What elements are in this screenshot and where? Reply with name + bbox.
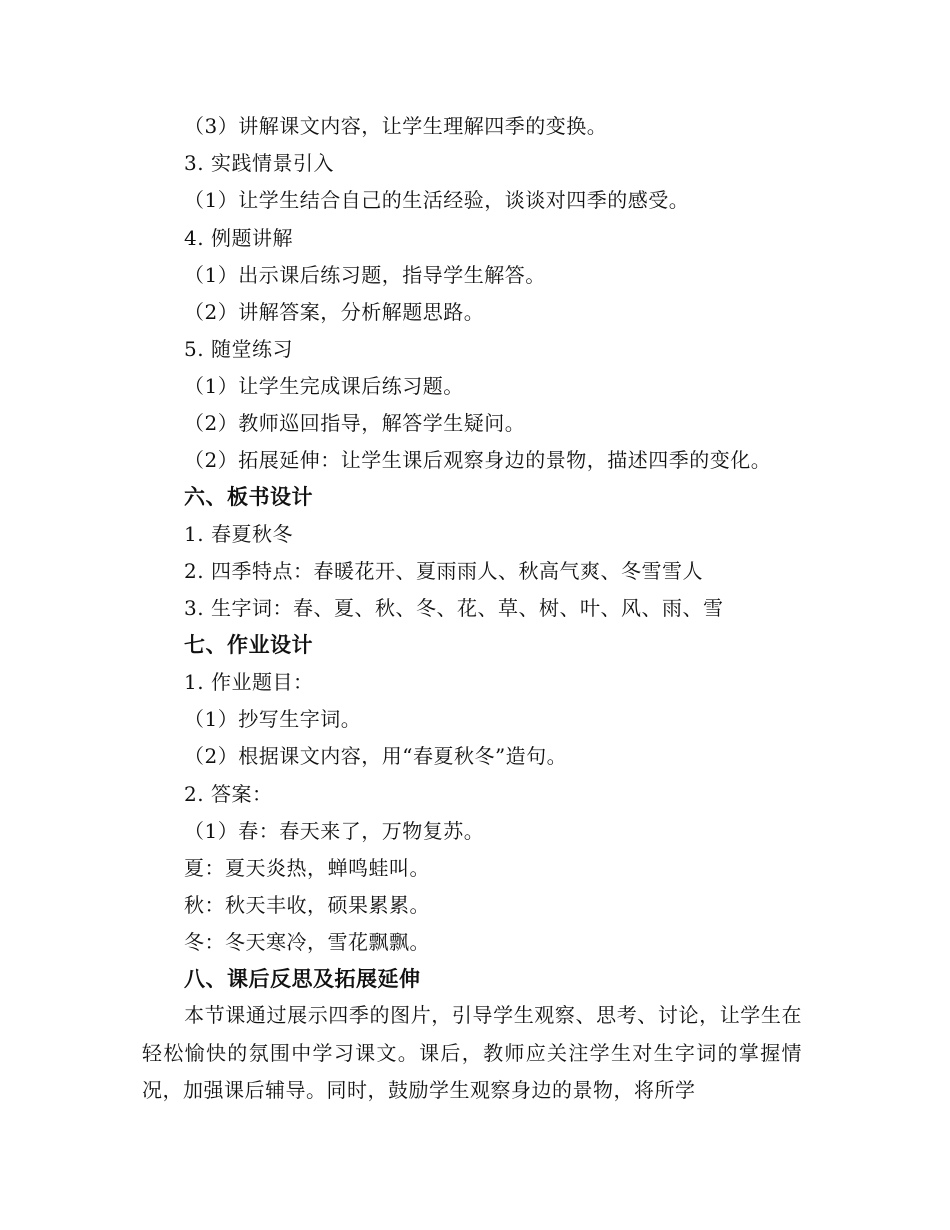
text-line: （1）春：春天来了，万物复苏。 (184, 819, 485, 843)
text-line: （2）教师巡回指导，解答学生疑问。 (184, 411, 526, 435)
text-line: （2）讲解答案，分析解题思路。 (184, 300, 485, 324)
text-line: （2）拓展延伸：让学生课后观察身边的景物，描述四季的变化。 (184, 448, 772, 472)
text-line: 2. 答案： (184, 782, 273, 806)
text-line: 3. 实践情景引入 (184, 151, 334, 175)
text-line: （1）让学生完成课后练习题。 (184, 374, 464, 398)
text-line: （1）出示课后练习题，指导学生解答。 (184, 263, 546, 287)
text-line: 1. 春夏秋冬 (184, 522, 293, 546)
text-line: （1）抄写生字词。 (184, 707, 362, 731)
text-line: 5. 随堂练习 (184, 337, 293, 361)
reflection-paragraph (142, 997, 802, 1110)
text-line: 秋：秋天丰收，硕果累累。 (184, 893, 430, 917)
reflection-paragraph-text: 本节课通过展示四季的图片，引导学生观察、思考、讨论，让学生在轻松愉快的氛围中学习课文。课后，教师应关注学生对生字词的掌握情况，加强课后辅导。同时，鼓励学生观察身边的景物，将所学 (142, 1003, 802, 1102)
text-line: 2. 四季特点：春暖花开、夏雨雨人、秋高气爽、冬雪雪人 (184, 559, 703, 583)
section-heading: 六、板书设计 (184, 484, 313, 509)
text-line: （3）讲解课文内容，让学生理解四季的变换。 (184, 114, 608, 138)
section-heading: 七、作业设计 (184, 632, 313, 657)
section-heading: 八、课后反思及拓展延伸 (184, 966, 421, 991)
text-line: 4. 例题讲解 (184, 226, 293, 250)
text-line: 夏：夏天炎热，蝉鸣蛙叫。 (184, 856, 430, 880)
text-line: （1）让学生结合自己的生活经验，谈谈对四季的感受。 (184, 188, 690, 212)
text-line: （2）根据课文内容，用“春夏秋冬”造句。 (184, 744, 568, 768)
text-line: 冬：冬天寒冷，雪花飘飘。 (184, 930, 430, 954)
text-line: 3. 生字词：春、夏、秋、冬、花、草、树、叶、风、雨、雪 (184, 596, 724, 620)
text-line: 1. 作业题目： (184, 670, 314, 694)
